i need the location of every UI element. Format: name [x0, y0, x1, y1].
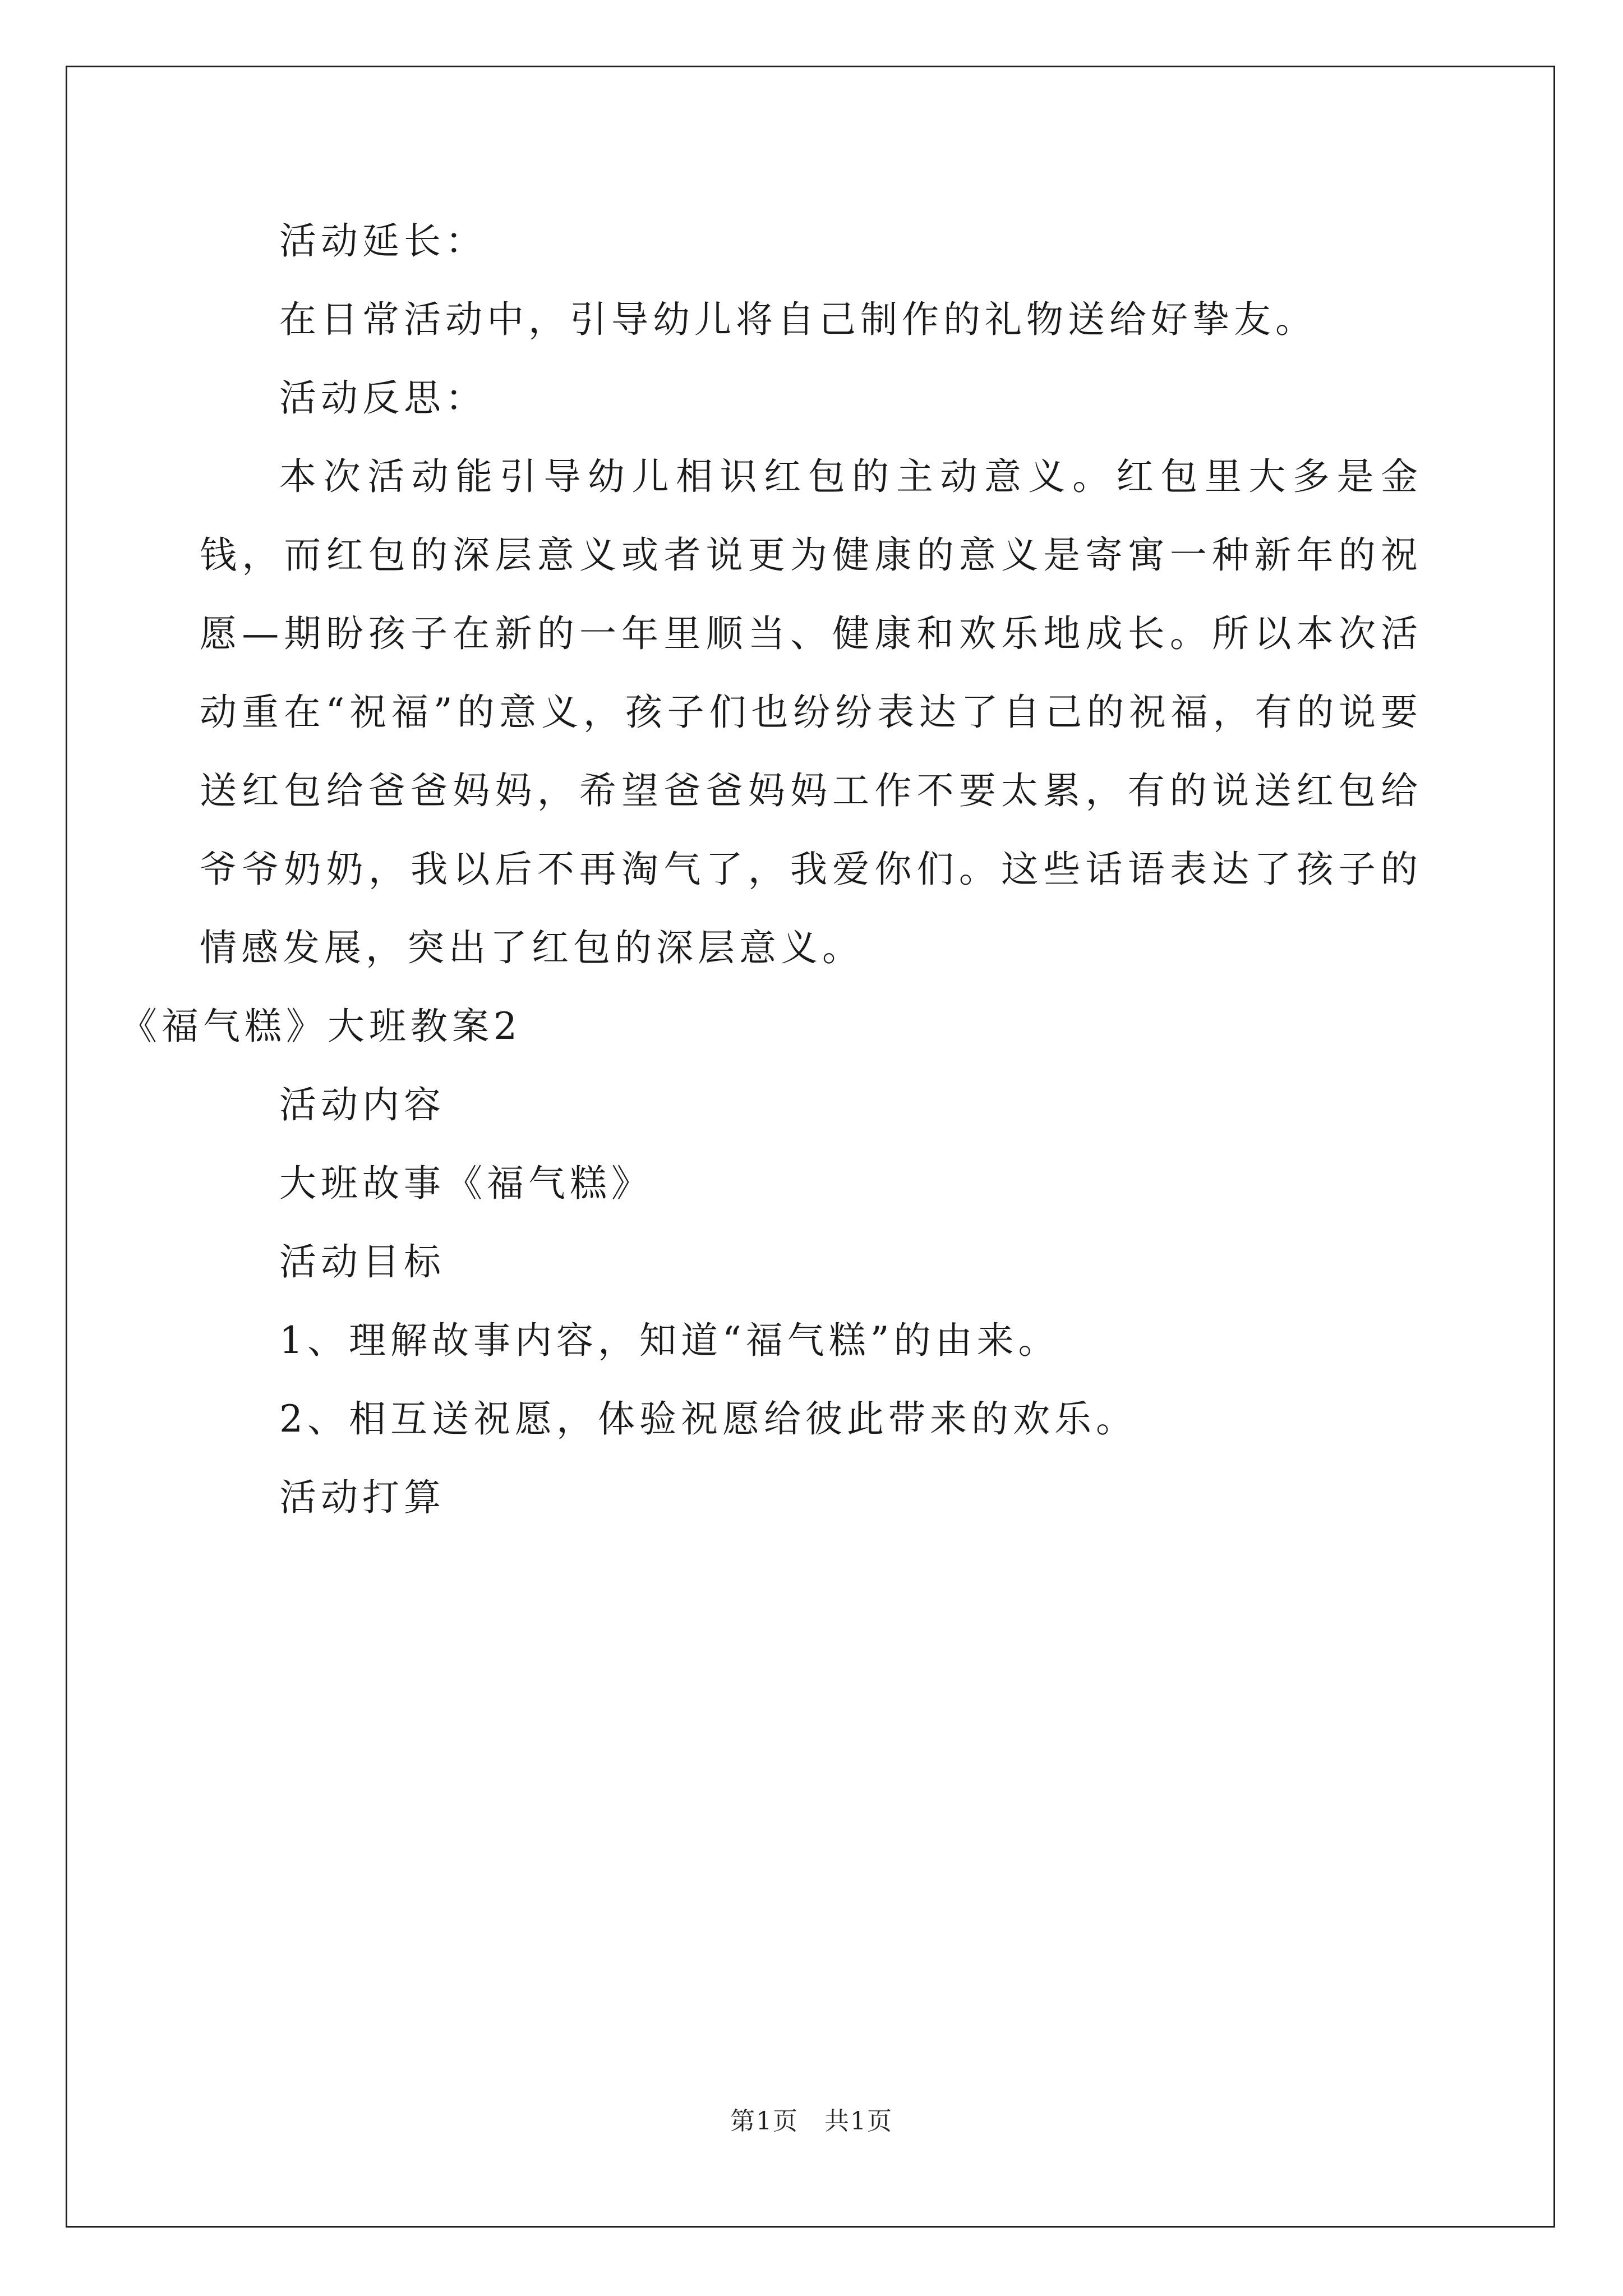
page-number: 第1页 [730, 2107, 799, 2136]
section-heading-activity-reflection: 活动反思： [279, 376, 487, 420]
paragraph-activity-extension: 在日常活动中，引导幼儿将自己制作的礼物送给好挚友。 [279, 298, 1317, 341]
document-body [120, 202, 1422, 1537]
paragraph-activity-content: 大班故事《福气糕》 [279, 1162, 653, 1205]
section-heading-activity-extension: 活动延长： [279, 219, 487, 263]
page-total: 共1页 [824, 2107, 893, 2136]
page-footer [0, 2101, 1623, 2137]
paragraph-activity-reflection: 本次活动能引导幼儿相识红包的主动意义。红包里大多是金钱，而红包的深层意义或者说更为健康的意义是寄寓一种新年的祝愿—期盼孩子在新的一年里顺当、健康和欢乐地成长。所以本次活动重在“祝福”的意义，孩子们也纷纷表达了自己的祝福，有的说要送红包给爸爸妈妈，希望爸爸妈妈工作不要太累，有的说送红包给爷爷奶奶，我以后不再淘气了，我爱你们。这些话语表达了孩子的情感发展，突出了红包的深层意义。 [200, 455, 1422, 969]
section-heading-activity-goals: 活动目标 [279, 1240, 445, 1283]
goal-item-2: 2、相互送祝愿，体验祝愿给彼此带来的欢乐。 [279, 1397, 1137, 1441]
section-heading-activity-preparation: 活动打算 [279, 1476, 445, 1519]
section-heading-activity-content: 活动内容 [279, 1083, 445, 1126]
goal-item-1: 1、理解故事内容，知道“福气糕”的由来。 [279, 1319, 1060, 1362]
lesson-plan-title: 《福气糕》大班教案2 [120, 1005, 522, 1048]
